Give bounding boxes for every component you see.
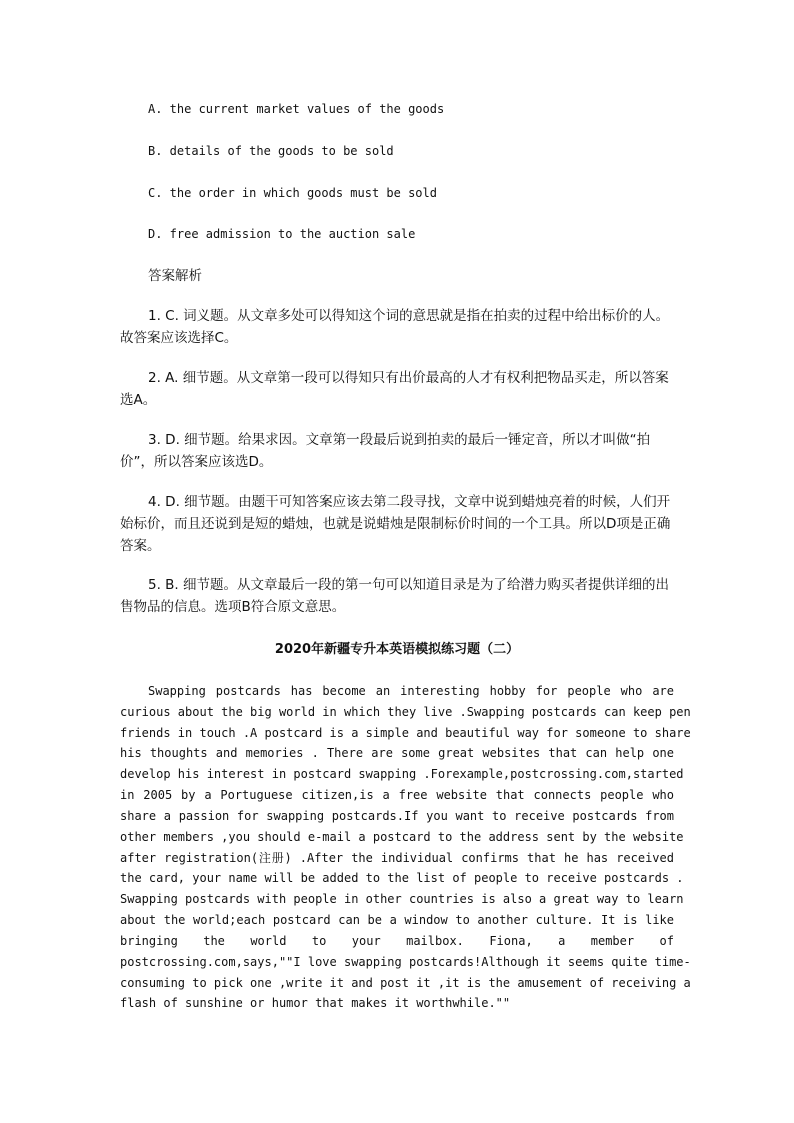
option-c: C. the order in which goods must be sold bbox=[148, 186, 437, 200]
answer-explanation-5: 5. B. 细节题。从文章最后一段的第一句可以知道目录是为了给潜力购买者提供详细的出售物品的信息。选项B符合原文意思。 bbox=[120, 577, 670, 615]
passage-line: curious about the big world in which they live .Swapping postcards can keep pen bbox=[120, 705, 691, 719]
passage-line: his thoughts and memories . There are some great websites that can help one bbox=[120, 746, 674, 760]
passage-line: the card, your name will be added to the list of people to receive postcards . bbox=[120, 871, 684, 885]
passage-line: share a passion for swapping postcards.If you want to receive postcards from bbox=[120, 809, 674, 823]
passage-line: after registration(注册) .After the individual confirms that he has received bbox=[120, 851, 674, 865]
passage-line: bringing the world to your mailbox. Fiona, a member of bbox=[120, 934, 674, 948]
answer-explanation-4: 4. D. 细节题。由题干可知答案应该去第二段寻找，文章中说到蜡烛亮着的时候，人们开始标价，而且还说到是短的蜡烛，也就是说蜡烛是限制标价时间的一个工具。所以D项是正确答案。 bbox=[120, 494, 671, 554]
passage-line: consuming to pick one ,write it and post it ,it is the amusement of receiving a bbox=[120, 976, 691, 990]
passage-line: Swapping postcards with people in other countries is also a great way to learn bbox=[120, 892, 684, 906]
passage-line: friends in touch .A postcard is a simple and beautiful way for someone to share bbox=[120, 726, 691, 740]
passage-line: develop his interest in postcard swapping .Forexample,postcrossing.com,started bbox=[120, 767, 684, 781]
passage-line: Swapping postcards has become an interesting hobby for people who are bbox=[148, 684, 674, 698]
section-title: 2020年新疆专升本英语模拟练习题（二） bbox=[274, 642, 520, 657]
passage-line: about the world;each postcard can be a window to another culture. It is like bbox=[120, 913, 674, 927]
passage-line: flash of sunshine or humor that makes it worthwhile."" bbox=[120, 996, 511, 1010]
passage-line: postcrossing.com,says,""I love swapping postcards!Although it seems quite time- bbox=[120, 955, 691, 969]
option-a: A. the current market values of the goods bbox=[148, 102, 445, 116]
option-d: D. free admission to the auction sale bbox=[148, 227, 416, 241]
answer-heading: 答案解析 bbox=[148, 268, 202, 284]
option-b: B. details of the goods to be sold bbox=[148, 144, 394, 158]
answer-explanation-2: 2. A. 细节题。从文章第一段可以得知只有出价最高的人才有权利把物品买走，所以答案选A。 bbox=[120, 370, 669, 408]
passage-line: other members ,you should e-mail a postcard to the address sent by the website bbox=[120, 830, 684, 844]
passage-line: in 2005 by a Portuguese citizen,is a free website that connects people who bbox=[120, 788, 674, 802]
answer-explanation-3: 3. D. 细节题。给果求因。文章第一段最后说到拍卖的最后一锤定音，所以才叫做“拍价”，所以答案应该选D。 bbox=[120, 432, 651, 470]
answer-explanation-1: 1. C. 词义题。从文章多处可以得知这个词的意思就是指在拍卖的过程中给出标价的人。故答案应该选择C。 bbox=[120, 308, 670, 346]
